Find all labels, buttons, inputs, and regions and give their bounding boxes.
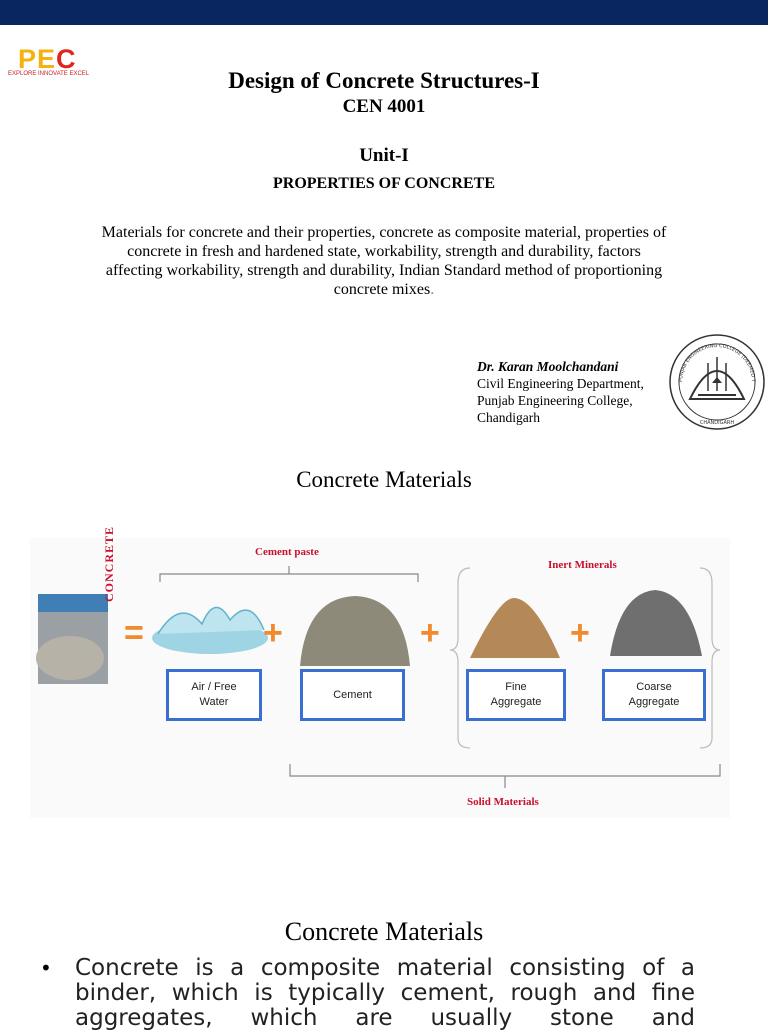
- concrete-label: CONCRETE: [102, 525, 116, 602]
- section-heading-1: Concrete Materials: [296, 467, 472, 492]
- plus-sign-1: +: [263, 614, 283, 652]
- author-name: Dr. Karan Moolchandani: [477, 359, 619, 374]
- section-heading-2: Concrete Materials: [284, 917, 484, 946]
- inert-minerals-label: Inert Minerals: [548, 559, 617, 571]
- seal-bottom-text: CHANDIGARH: [699, 420, 735, 426]
- water-splash-image: [152, 607, 268, 654]
- unit-subtitle: PROPERTIES OF CONCRETE: [273, 175, 495, 192]
- fine-aggregate-image: [470, 598, 560, 658]
- course-code: CEN 4001: [342, 96, 426, 117]
- cement-pile-image: [300, 596, 410, 666]
- concrete-materials-diagram: [30, 525, 730, 818]
- box-cement: Cement: [300, 669, 405, 721]
- box-coarse-aggregate: Coarse Aggregate: [602, 669, 706, 721]
- author-city: Chandigarh: [477, 410, 540, 425]
- unit-description: Materials for concrete and their properties, concrete as composite material, properties of concrete in fresh and hardened state, workability, strength and durability, factors affecting workability, strength and durability, Indian Standard method of proportioning concrete mixes.: [101, 224, 667, 298]
- author-college: Punjab Engineering College,: [477, 393, 633, 408]
- logo-mark: PEC: [18, 44, 77, 74]
- cement-paste-bracket: [160, 574, 418, 582]
- equals-sign: =: [124, 614, 144, 652]
- box-fine-aggregate: Fine Aggregate: [466, 669, 566, 721]
- bullet-text: Concrete is a composite material consisting of a binder, which is typically cement, rough and fine aggregates, which are usually stone and: [75, 955, 695, 1031]
- author-department: Civil Engineering Department,: [477, 376, 644, 391]
- unit-title: Unit-I: [359, 145, 409, 166]
- course-title: Design of Concrete Structures-I: [228, 68, 540, 93]
- solid-materials-bracket: [290, 764, 720, 776]
- cement-paste-label: Cement paste: [255, 546, 319, 558]
- box-air-free-water: Air / Free Water: [166, 669, 262, 721]
- plus-sign-2: +: [420, 614, 440, 652]
- inert-minerals-brace: [450, 568, 470, 748]
- top-bar: [0, 0, 768, 25]
- logo-tagline: EXPLORE INNOVATE EXCEL: [8, 71, 90, 77]
- coarse-aggregate-image: [610, 590, 702, 656]
- bullet-marker: •: [40, 956, 52, 980]
- seal-ring-text: PUNJAB ENGINEERING COLLEGE (DEEMED T: [677, 342, 757, 383]
- college-seal: [668, 333, 766, 431]
- author-block: [477, 358, 644, 426]
- plus-sign-3: +: [570, 614, 590, 652]
- solid-materials-label: Solid Materials: [467, 796, 539, 808]
